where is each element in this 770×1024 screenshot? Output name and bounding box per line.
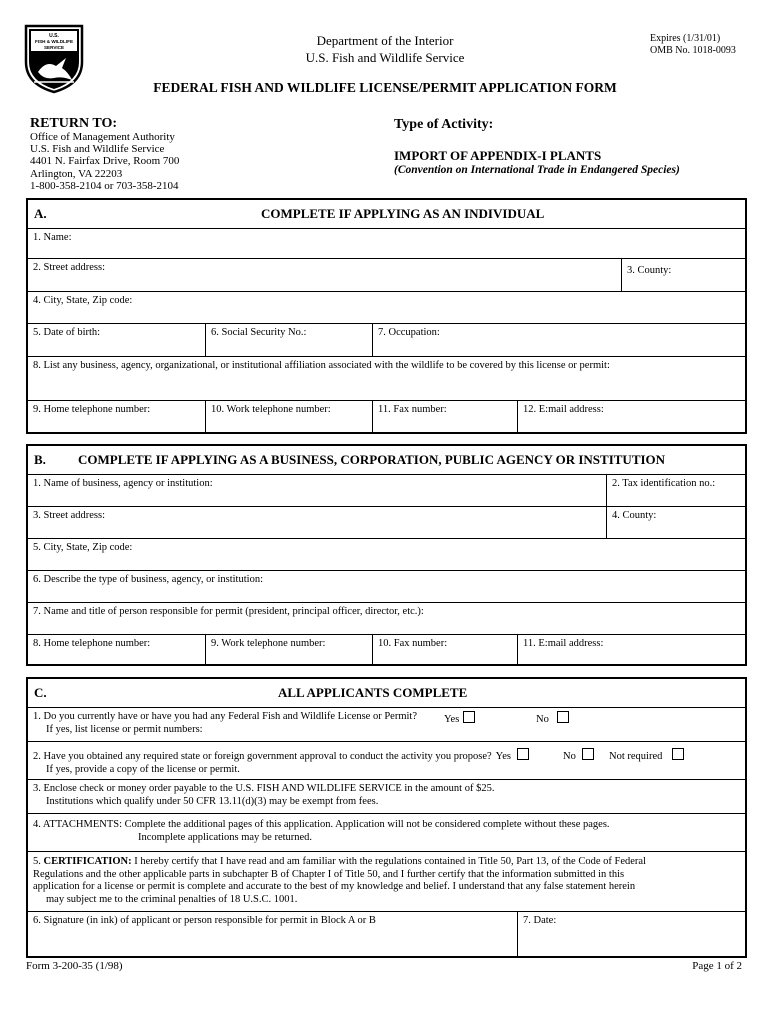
c-q1-row: [28, 707, 745, 742]
a-city-field[interactable]: 4. City, State, Zip code:: [33, 295, 133, 306]
c-q2: [28, 741, 745, 780]
c-q2-yes-checkbox[interactable]: [517, 748, 529, 760]
b-responsible-field[interactable]: 7. Name and title of person responsible for permit (president, principal officer, director, etc.):: [33, 606, 424, 617]
section-b: [26, 444, 747, 666]
department-name: Department of the Interior: [316, 33, 454, 48]
c-q1-yes-label: Yes: [444, 714, 460, 725]
page-number: Page 1 of 2: [692, 960, 742, 972]
omb-number: OMB No. 1018-0093: [650, 45, 736, 56]
a-street-row: [28, 258, 745, 292]
section-b-header: [28, 446, 745, 475]
a-county-field[interactable]: 3. County:: [627, 265, 672, 276]
c-q4: [28, 813, 745, 848]
section-c-letter: C.: [34, 685, 47, 700]
c-q2-not-required-label: Not required: [609, 751, 663, 762]
a-fax-field[interactable]: 11. Fax number:: [373, 400, 518, 432]
c-q4-text: 4. ATTACHMENTS: Complete the additional pages of this application. Application will not be considered complete without these pages.: [33, 819, 610, 830]
a-city-row: [28, 291, 745, 324]
b-describe-row: [28, 570, 745, 603]
b-work-phone-field[interactable]: 9. Work telephone number:: [206, 634, 373, 664]
a-ssn-field[interactable]: 6. Social Security No.:: [206, 323, 373, 356]
c-q1: [28, 707, 745, 740]
logo-text-2: FISH & WILDLIFE: [34, 39, 74, 44]
form-number: Form 3-200-35 (1/98): [26, 960, 123, 972]
c-signature-field[interactable]: 6. Signature (in ink) of applicant or person responsible for permit in Block A or B: [28, 911, 518, 956]
c-q3-text: 3. Enclose check or money order payable to the U.S. FISH AND WILDLIFE SERVICE in the amount of $25.: [33, 783, 495, 794]
b-responsible-row: [28, 602, 745, 635]
return-line: 4401 N. Fairfax Drive, Room 700: [30, 155, 180, 168]
section-a-header: [28, 200, 745, 229]
return-line: Arlington, VA 22203: [30, 167, 123, 180]
section-c: [26, 677, 747, 958]
c-q2-row: [28, 741, 745, 780]
return-to-heading: RETURN TO:: [30, 116, 118, 131]
c-q2-sub: If yes, provide a copy of the license or permit.: [46, 763, 240, 775]
c-q3-sub: Institutions which qualify under 50 CFR 13.11(d)(3) may be exempt from fees.: [46, 795, 379, 807]
a-affiliation-row: [28, 356, 745, 401]
section-a-letter: A.: [34, 206, 47, 221]
c-q5-text-1: I hereby certify that I have read and am familiar with the regulations contained in Title 50, Part 13, of the Code of Federal: [134, 856, 646, 867]
b-street-row: [28, 506, 745, 539]
service-name: U.S. Fish and Wildlife Service: [305, 50, 465, 65]
form-title: FEDERAL FISH AND WILDLIFE LICENSE/PERMIT APPLICATION FORM: [153, 80, 617, 95]
c-q2-text: 2. Have you obtained any required state or foreign government approval to conduct the activity you propose?: [33, 751, 492, 762]
logo-text-3: SERVICE: [43, 45, 65, 50]
section-c-title: ALL APPLICANTS COMPLETE: [278, 685, 468, 700]
c-q2-yes-label: Yes: [495, 751, 511, 762]
a-dob-field[interactable]: 5. Date of birth:: [28, 323, 206, 356]
c-q1-yes-checkbox[interactable]: [463, 711, 475, 723]
c-q2-no-label: No: [563, 751, 576, 762]
c-q5-number: 5.: [33, 856, 41, 867]
b-county-field[interactable]: 4. County:: [612, 510, 657, 521]
c-q4-row: [28, 813, 745, 852]
b-city-row: [28, 538, 745, 571]
return-address: [30, 131, 179, 192]
expires-date: Expires (1/31/01): [650, 33, 721, 44]
c-date-field[interactable]: 7. Date:: [523, 915, 557, 926]
c-signature-row: [28, 911, 745, 956]
section-b-title: COMPLETE IF APPLYING AS A BUSINESS, CORPORATION, PUBLIC AGENCY OR INSTITUTION: [78, 452, 666, 467]
return-line: 1-800-358-2104 or 703-358-2104: [30, 179, 179, 192]
b-tax-id-field[interactable]: 2. Tax identification no.:: [612, 478, 716, 489]
c-q5-row: [28, 851, 745, 912]
a-email-field[interactable]: 12. E:mail address:: [523, 404, 604, 415]
expiration-info: [650, 33, 736, 57]
a-name-field[interactable]: 1. Name:: [33, 232, 72, 243]
b-email-field[interactable]: 11. E:mail address:: [523, 638, 604, 649]
c-q4-sub: Incomplete applications may be returned.: [138, 831, 313, 843]
a-home-phone-field[interactable]: 9. Home telephone number:: [28, 400, 206, 432]
c-q3-row: [28, 779, 745, 814]
return-line: U.S. Fish and Wildlife Service: [30, 143, 165, 156]
c-q5-text-2: Regulations and the other applicable parts in subchapter B of Chapter I of Title 50, and I further certify that the information submitted in this: [33, 868, 625, 880]
a-occupation-field[interactable]: 7. Occupation:: [378, 327, 440, 338]
section-c-header: [28, 679, 745, 708]
b-describe-field[interactable]: 6. Describe the type of business, agency, or institution:: [33, 574, 263, 585]
b-street-field[interactable]: 3. Street address:: [28, 506, 607, 538]
c-q1-text: 1. Do you currently have or have you had any Federal Fish and Wildlife License or Permit?: [33, 711, 417, 722]
return-line: Office of Management Authority: [30, 131, 175, 143]
activity-heading: Type of Activity:: [394, 117, 494, 132]
c-q1-no-checkbox[interactable]: [557, 711, 569, 723]
section-b-letter: B.: [34, 452, 46, 467]
a-street-field[interactable]: 2. Street address:: [28, 258, 622, 291]
b-name-row: [28, 474, 745, 507]
c-q5-label: CERTIFICATION:: [43, 856, 132, 867]
b-name-field[interactable]: 1. Name of business, agency or institution:: [28, 474, 607, 506]
c-q3: [28, 779, 745, 812]
b-fax-field[interactable]: 10. Fax number:: [373, 634, 518, 664]
logo-text-1: U.S.: [49, 33, 59, 39]
c-q1-no-label: No: [536, 714, 549, 725]
a-personal-row: [28, 323, 745, 357]
c-q5-text-4: may subject me to the criminal penalties of 18 U.S.C. 1001.: [46, 893, 298, 905]
b-city-field[interactable]: 5. City, State, Zip code:: [33, 542, 133, 553]
a-contact-row: [28, 400, 745, 432]
c-q2-no-checkbox[interactable]: [582, 748, 594, 760]
section-a: [26, 198, 747, 434]
activity-type: IMPORT OF APPENDIX-I PLANTS: [394, 148, 602, 163]
b-contact-row: [28, 634, 745, 664]
c-q2-not-required-checkbox[interactable]: [672, 748, 684, 760]
activity-note: (Convention on International Trade in Endangered Species): [394, 164, 680, 176]
c-q1-sub[interactable]: If yes, list license or permit numbers:: [46, 723, 203, 735]
a-name-row: [28, 228, 745, 259]
b-home-phone-field[interactable]: 8. Home telephone number:: [28, 634, 206, 664]
section-a-title: COMPLETE IF APPLYING AS AN INDIVIDUAL: [261, 206, 545, 221]
a-affiliation-field[interactable]: 8. List any business, agency, organizational, or institutional affiliation associated with the wildlife to be covered by this license or permit:: [33, 360, 610, 371]
c-q5-text-3: application for a license or permit is complete and accurate to the best of my knowledge and belief. I understand that any false statement herein: [33, 881, 636, 892]
a-work-phone-field[interactable]: 10. Work telephone number:: [206, 400, 373, 432]
c-q5: [28, 851, 745, 910]
